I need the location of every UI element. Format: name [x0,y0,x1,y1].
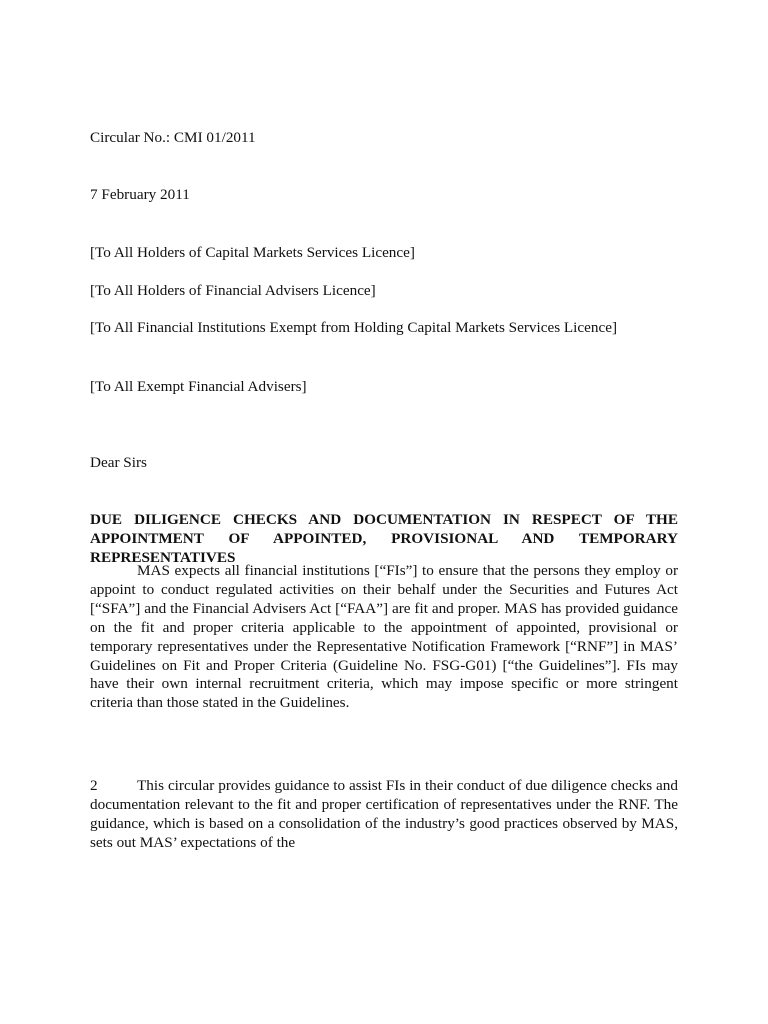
salutation: Dear Sirs [90,454,147,471]
circular-date: 7 February 2011 [90,186,190,203]
circular-page [90,0,678,1024]
paragraph-2-text: This circular provides guidance to assist FIs in their conduct of due diligence checks and documentation relevant to the fit and proper certification of representatives under the RNF. The guidance, which is based on a consolidation of the industry’s good practices observed by MAS, sets out MAS’ expectations of the [90,777,678,851]
paragraph-2 [90,777,678,853]
subject-heading: DUE DILIGENCE CHECKS AND DOCUMENTATION IN RESPECT OF THE APPOINTMENT OF APPOINTED, PROVISIONAL AND TEMPORARY REPRESENTATIVES [90,511,678,566]
paragraph-1: MAS expects all financial institutions [“FIs”] to ensure that the persons they employ or appoint to conduct regulated activities on their behalf under the Securities and Futures Act [“SFA”] and the Financial Advisers Act [“FAA”] are fit and proper. MAS has provided guidance on the fit and proper criteria applicable to the appointment of appointed, provisional or temporary representatives under the Representative Notification Framework [“RNF”] in MAS’ Guidelines on Fit and Proper Criteria (Guideline No. FSG-G01) [“the Guidelines”]. FIs may have their own internal recruitment criteria, which may impose specific or more stringent criteria than those stated in the Guidelines. [90,562,678,712]
addressee-fa-licence: [To All Holders of Financial Advisers Licence] [90,282,376,299]
paragraph-2-number: 2 [90,777,98,794]
addressee-cms-licence: [To All Holders of Capital Markets Services Licence] [90,244,415,261]
addressee-exempt-fi: [To All Financial Institutions Exempt from Holding Capital Markets Services Licence] [90,319,618,336]
circular-number: Circular No.: CMI 01/2011 [90,129,256,146]
addressee-exempt-fa: [To All Exempt Financial Advisers] [90,378,307,395]
